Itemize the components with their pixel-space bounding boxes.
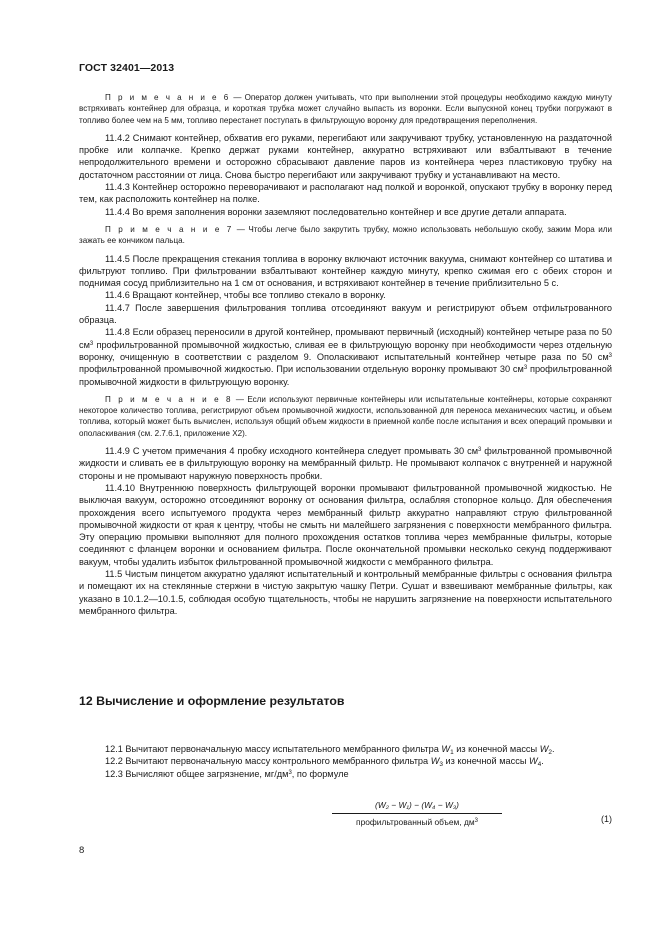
- text-run: 11.4.9 С учетом примечания 4 пробку исходного контейнера следует промывать 30 см: [105, 446, 479, 457]
- page-number: 8: [79, 845, 85, 856]
- formula-1: [79, 800, 612, 840]
- variable: W: [441, 744, 451, 754]
- text-run: 12.2 Вычитают первоначальную массу контрольного мембранного фильтра: [105, 756, 431, 767]
- text-run: 12.1 Вычитают первоначальную массу испытательного мембранного фильтра: [105, 744, 442, 754]
- note-label: П р и м е ч а н и е 8: [105, 394, 233, 404]
- text-run: из конечной массы: [453, 744, 540, 754]
- document-header: ГОСТ 32401—2013: [79, 62, 175, 74]
- paragraph-11-4-4: 11.4.4 Во время заполнения воронки заземляют последовательно контейнер и все другие детали аппарата.: [105, 206, 567, 217]
- text-run: из конечной массы: [442, 756, 529, 767]
- text-run: , по формуле: [291, 768, 349, 779]
- paragraph-11-4-5: 11.4.5 После прекращения стекания топлива в воронку включают источник вакуума, снимают контейнер со штатива и фильтруют топливо. При фильтровании взбалтывают контейнер каждую минуту, крепко сжимая его с обеих сторон и поднимая сосуд приблизительно на 1 см от основания, и встряхивают контейнер в течение приблизительно 5 с.: [79, 253, 612, 289]
- text-run: .: [541, 756, 544, 767]
- equation-number: (1): [601, 814, 612, 824]
- subscript: 3: [439, 761, 443, 769]
- paragraph-12-3: [79, 768, 612, 780]
- note-text: — Оператор должен учитывать, что при выполнении этой процедуры необходимо каждую минуту встряхивать контейнер для образца, и короткая трубка может случайно выпасть из воронки. Если выпускной конец трубки погружают в топливо более чем на 5 мм, топливо перестанет поступать в фильтрующую воронку для предотвращения переполнения.: [79, 93, 612, 125]
- note-label: П р и м е ч а н и е 7: [105, 224, 234, 234]
- text-run: 12.3 Вычисляют общее загрязнение, мг/дм: [105, 768, 289, 779]
- variable: W: [539, 744, 549, 754]
- text-run: профильтрованный объем, дм: [356, 817, 475, 827]
- note-text: — Если используют первичные контейнеры или испытательные контейнеры, которые сохраняют некоторое количество топлива, регистрируют объем промывочной жидкости, использованной для переноса механических частиц, и объем топлива, который может быть вычислен, используя общий объем жидкости в приемной колбе после испытания и всех операций промывки и ополаскивания (см. 2.7.6.1, приложение Х2).: [79, 394, 612, 438]
- superscript: 3: [89, 340, 94, 347]
- section-heading: 12 Вычисление и оформление результатов: [79, 694, 345, 708]
- subscript: 2: [548, 749, 552, 756]
- subscript: 1: [450, 749, 454, 756]
- paragraph-12-1: [79, 743, 612, 755]
- variable: W: [430, 756, 440, 767]
- subscript: 4: [537, 761, 542, 769]
- paragraph-11-4-3: 11.4.3 Контейнер осторожно переворачивают и располагают над полкой и воронкой, опускают трубку в воронку перед тем, как расположить контейнер на полке.: [79, 182, 612, 205]
- superscript: 3: [478, 447, 482, 454]
- text-run: 11.4.8 Если образец переносили в другой контейнер, промывают первичный (исходный) контейнер четыре раза по 50 см: [79, 327, 612, 350]
- paragraph-11-4-2: 11.4.2 Снимают контейнер, обхватив его руками, перегибают или закручивают трубку, установленную на раздаточной пробке или колпачке. Крепко держат руками контейнер, аккуратно встряхивают или взбалтывают в течение непродолжительного времени и осторожно сбрасывают давление паров из контейнера через пластиковую трубку на достаточном расстоянии от лица. Снова быстро перегибают или закручивают трубку и устанавливают на место.: [79, 132, 612, 180]
- superscript: 3: [474, 818, 478, 824]
- paragraph-11-4-8: [79, 326, 612, 387]
- paragraph-11-5: 11.5 Чистым пинцетом аккуратно удаляют испытательный и контрольный мембранные фильтры с основания фильтра и помещают их на стеклянные стержни в чистую закрытую чашку Петри. Сушат и взвешивают мембранные фильтры, как указано в 10.1.2—10.1.5, соблюдая особую тщательность, чтобы не нарушить загрязнение на поверхности испытательного мембранного фильтра.: [79, 568, 612, 616]
- note-7: [79, 224, 612, 247]
- body-text: [79, 92, 612, 617]
- fraction: [332, 800, 502, 827]
- formula-denominator: [332, 814, 502, 827]
- note-6: [79, 92, 612, 126]
- superscript: 3: [288, 769, 292, 776]
- paragraph-11-4-9: [79, 445, 612, 482]
- paragraph-12-2: [79, 755, 612, 767]
- note-text: — Чтобы легче было закрутить трубку, можно использовать небольшую скобу, зажим Мора или зажать ее кончиком пальца.: [79, 224, 612, 246]
- text-run: профильтрованной промывочной жидкостью. При использовании отдельную воронку промывают 30 см: [79, 364, 524, 375]
- text-run: фильтрованной промывочной жидкости и сливать ее в фильтрующую воронку на мембранный фильтр. Не промывают колпачок с внутренней и наружной стороны и не промывают наружную поверхность пробки.: [79, 446, 612, 481]
- superscript: 3: [523, 365, 528, 372]
- superscript: 3: [608, 352, 612, 359]
- formula-numerator: (W₂ − W₁) − (W₄ − W₃): [332, 800, 502, 814]
- calculation-steps: [79, 743, 612, 780]
- text-run: профильтрованной промывочной жидкостью, сливая ее в фильтрующую воронку при необходимости через отдельную воронку, очищенную в соответствии с разделом 9. Ополаскивают испытательный контейнер четыре раза по 50 см: [79, 339, 612, 362]
- text-run: профильтрованной промывочной жидкости в фильтрующую воронку.: [79, 364, 612, 387]
- variable: W: [528, 756, 538, 767]
- text-run: .: [551, 744, 555, 754]
- paragraph-11-4-10: 11.4.10 Внутреннюю поверхность фильтрующей воронки промывают фильтрованной промывочной жидкостью. Не выключая вакуум, осторожно отсоединяют воронку от основания фильтра, ослабляя стопорное кольцо. Для обеспечения прохождения всего испытуемого продукта через мембранный фильтр аккуратно направляют струю фильтрованной промывочной жидкости от края к центру, чтобы не смыть ни малейшего загрязнения с поверхности мембранного фильтра. Эту операцию промывки выполняют для полного прохождения остатков топлива через мембранные фильтры, которые соединяют с фланцем воронки и основанием фильтра. После окончательной промывки несколько секунд поддерживают вакуум, чтобы удалить избыток фильтрованной промывочной жидкости с мембранного фильтра.: [79, 482, 612, 567]
- note-8: [79, 394, 612, 439]
- note-label: П р и м е ч а н и е 6: [105, 93, 231, 102]
- paragraph-11-4-7: 11.4.7 После завершения фильтрования топлива отсоединяют вакуум и регистрируют объем отфильтрованного образца.: [79, 302, 612, 326]
- paragraph-11-4-6: 11.4.6 Вращают контейнер, чтобы все топливо стекало в воронку.: [105, 290, 386, 301]
